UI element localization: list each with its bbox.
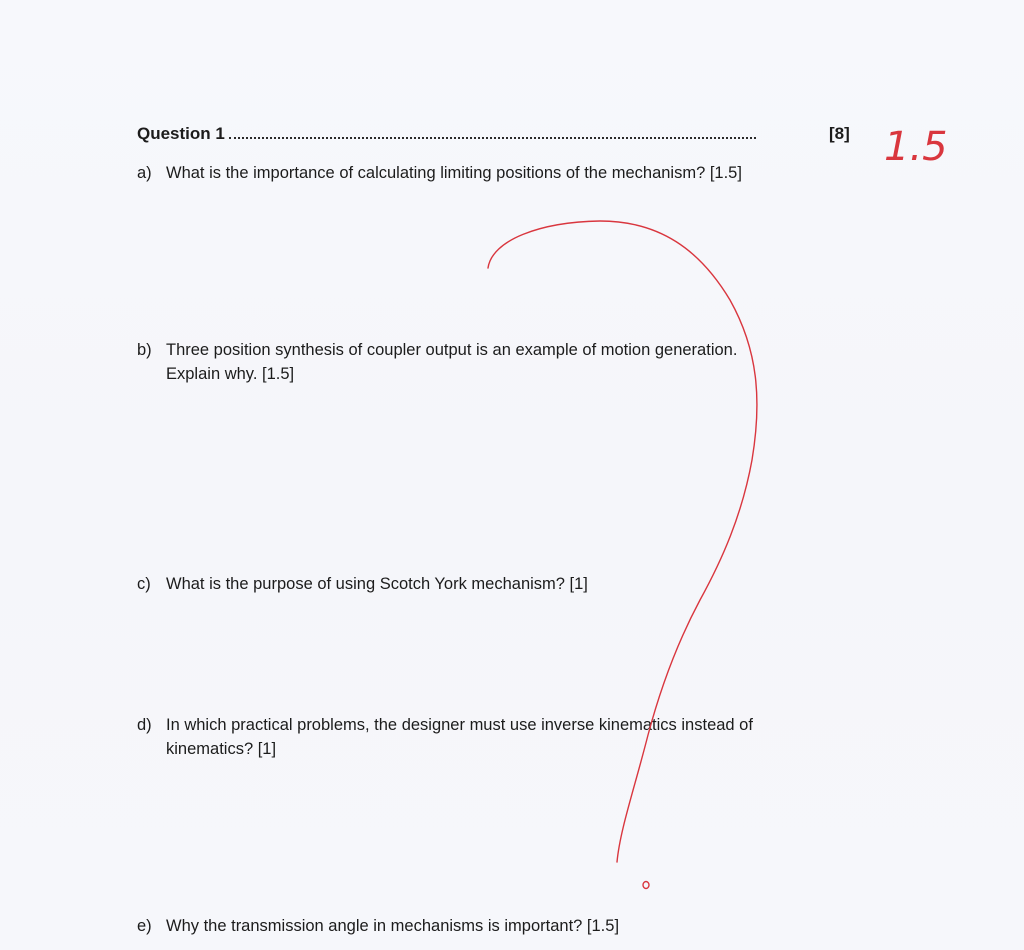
item-letter: c)	[137, 575, 151, 593]
item-letter: e)	[137, 917, 152, 935]
question-header	[137, 124, 857, 144]
question-item-e	[137, 914, 619, 938]
question-mark-stroke	[488, 221, 757, 862]
handwritten-score: 1.5	[884, 124, 948, 170]
question-item-c	[137, 572, 588, 596]
question-mark-dot	[643, 882, 649, 889]
question-item-b	[137, 338, 867, 386]
item-text: What is the importance of calculating limiting positions of the mechanism? [1.5]	[166, 164, 742, 182]
item-letter: a)	[137, 164, 152, 182]
dotted-leader	[229, 125, 756, 139]
item-text: Why the transmission angle in mechanisms is important? [1.5]	[166, 917, 620, 935]
item-letter: b)	[137, 341, 152, 359]
question-item-d	[137, 713, 867, 761]
question-total-marks: [8]	[829, 124, 850, 143]
question-title: Question 1	[137, 124, 225, 143]
item-text: What is the purpose of using Scotch York mechanism? [1]	[166, 575, 588, 593]
item-letter: d)	[137, 716, 152, 734]
item-text: In which practical problems, the designer must use inverse kinematics instead of kinematics? [1]	[166, 716, 753, 758]
question-item-a	[137, 161, 742, 185]
item-text: Three position synthesis of coupler output is an example of motion generation. Explain why. [1.5]	[166, 341, 738, 383]
